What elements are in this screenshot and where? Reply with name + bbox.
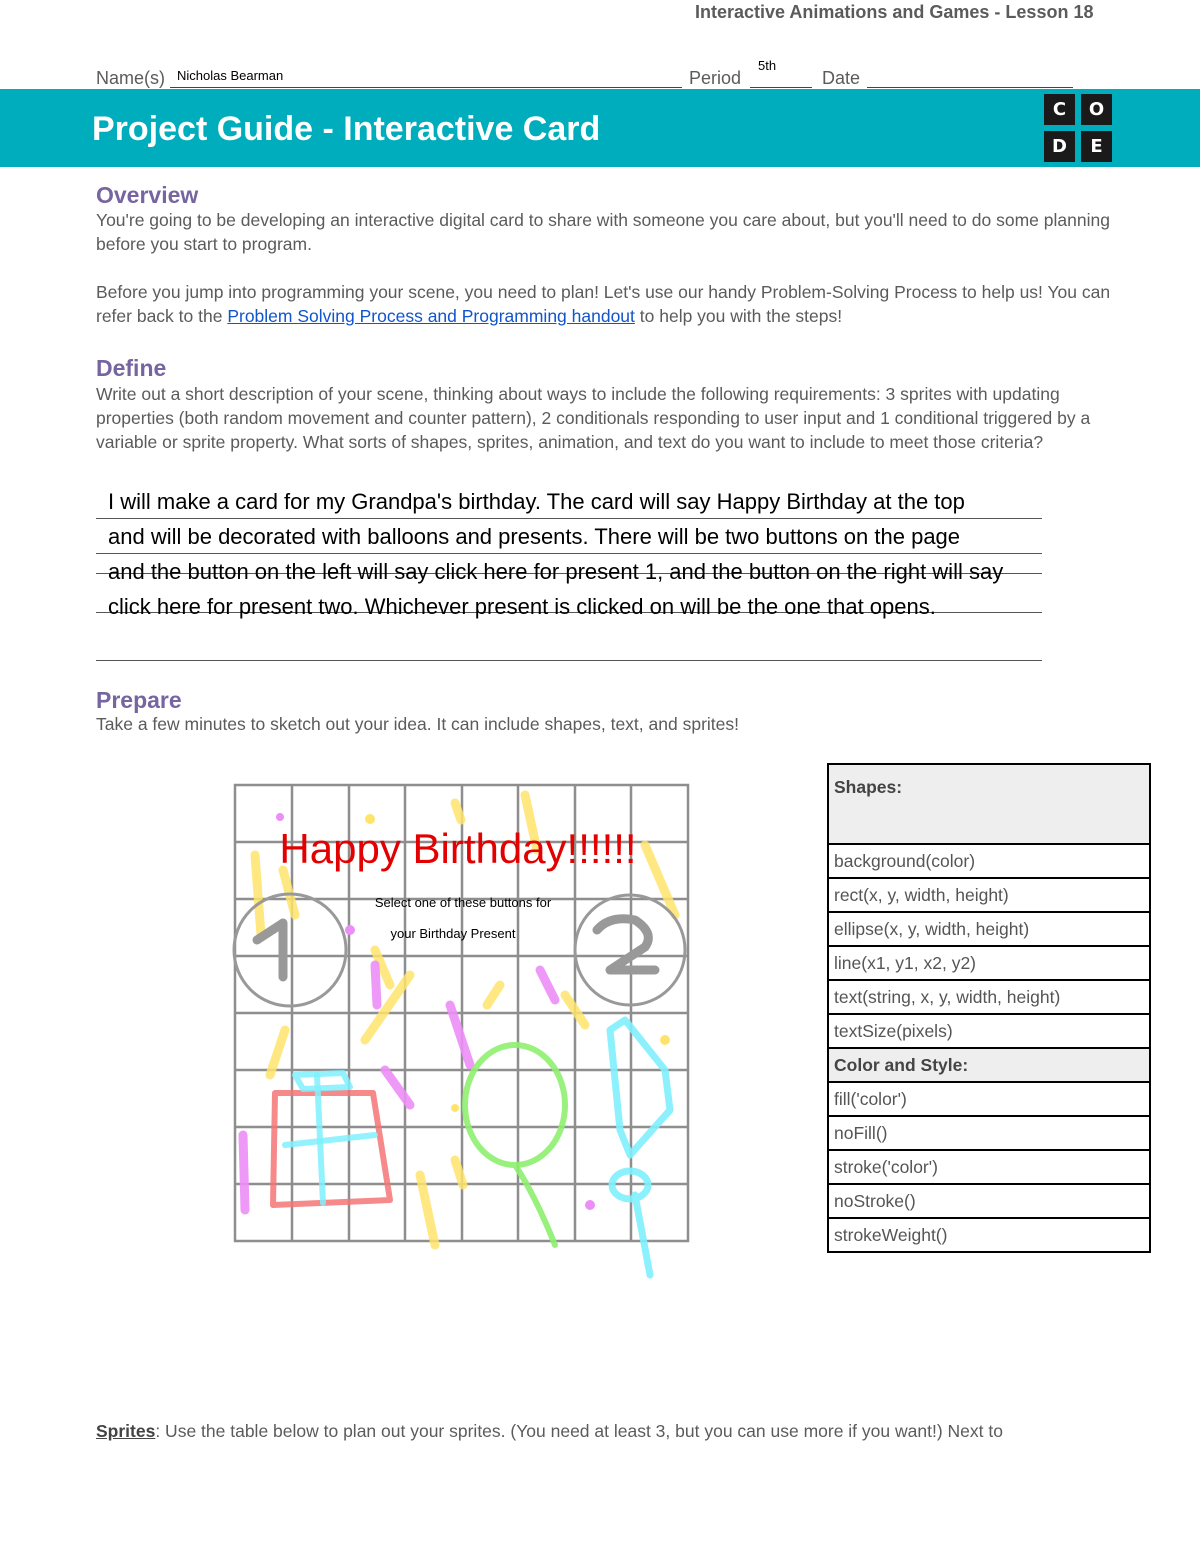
sprites-text: : Use the table below to plan out your sprites. (You need at least 3, but you can use more if you want!) Next to <box>155 1421 1003 1441</box>
color-item: noStroke() <box>828 1184 1150 1218</box>
name-label: Name(s) <box>96 68 166 88</box>
shapes-item: text(string, x, y, width, height) <box>828 980 1150 1014</box>
date-underline[interactable] <box>867 87 1073 88</box>
code-reference-table <box>827 763 1151 1253</box>
logo-letter: D <box>1044 131 1075 162</box>
logo-letter: O <box>1081 94 1112 125</box>
shapes-item: background(color) <box>828 844 1150 878</box>
sprites-label: Sprites <box>96 1421 156 1441</box>
sprites-section <box>96 1421 1003 1442</box>
shapes-item: line(x1, y1, x2, y2) <box>828 946 1150 980</box>
define-heading: Define <box>96 355 167 381</box>
shapes-header: Shapes: <box>828 764 1150 844</box>
answer-line-1[interactable]: I will make a card for my Grandpa's birthday. The card will say Happy Birthday at the top <box>108 489 965 514</box>
overview-text-end: to help you with the steps! <box>634 306 843 326</box>
sketch-title: Happy Birthday!!!!!! <box>279 825 637 872</box>
problem-solving-link[interactable]: Problem Solving Process and Programming handout <box>227 306 635 326</box>
color-item: fill('color') <box>828 1082 1150 1116</box>
period-label: Period <box>689 68 742 88</box>
overview-text: Before you jump into programming your scene, you need to plan! Let's use our handy Problem-Solving Process to help us! You can refer back to the <box>96 282 1111 326</box>
page-title: Project Guide - Interactive Card <box>92 110 601 148</box>
answer-underline <box>96 660 1042 661</box>
name-value[interactable]: Nicholas Bearman <box>177 68 284 83</box>
green-balloon-sketch <box>465 1045 565 1245</box>
define-instructions: Write out a short description of your scene, thinking about ways to include the following requirements: 3 sprites with updating properties (both random movement and counter pattern), 2 conditionals responding to user input and 1 conditional triggered by a variable or sprite property. What sorts of shapes, sprites, animation, and text do you want to include to meet those criteria? <box>96 384 1091 452</box>
shapes-item: ellipse(x, y, width, height) <box>828 912 1150 946</box>
color-item: noFill() <box>828 1116 1150 1150</box>
logo-letter: E <box>1081 131 1112 162</box>
color-item: stroke('color') <box>828 1150 1150 1184</box>
name-underline <box>170 87 682 88</box>
sketch-subtitle-1: Select one of these buttons for <box>374 895 552 910</box>
answer-underline <box>96 518 1042 519</box>
date-label: Date <box>822 68 861 88</box>
prepare-heading: Prepare <box>96 687 182 713</box>
shapes-item: textSize(pixels) <box>828 1014 1150 1048</box>
overview-paragraph-2 <box>96 280 1136 328</box>
answer-line-3[interactable]: and the button on the left will say click here for present 1, and the button on the right will say <box>108 559 1004 584</box>
sketch-subtitle-2: your Birthday Present <box>390 926 516 941</box>
overview-heading: Overview <box>96 182 199 208</box>
logo-letter: C <box>1044 94 1075 125</box>
period-underline <box>750 87 812 88</box>
code-logo <box>1044 94 1116 166</box>
color-style-header: Color and Style: <box>828 1048 1150 1082</box>
answer-line-2[interactable]: and will be decorated with balloons and presents. There will be two buttons on the page <box>108 524 961 549</box>
color-item: strokeWeight() <box>828 1218 1150 1252</box>
overview-paragraph-1: You're going to be developing an interactive digital card to share with someone you care about, but you'll need to do some planning before you start to program. <box>96 210 1110 254</box>
period-value[interactable]: 5th <box>758 58 777 73</box>
answer-underline <box>96 553 1042 554</box>
prepare-instructions: Take a few minutes to sketch out your idea. It can include shapes, text, and sprites! <box>96 714 739 734</box>
blue-balloon-sketch <box>610 1020 670 1275</box>
sketch-drawing <box>225 775 695 1285</box>
lesson-title: Interactive Animations and Games - Lesson 18 <box>695 2 1094 22</box>
shapes-item: rect(x, y, width, height) <box>828 878 1150 912</box>
answer-line-4[interactable]: click here for present two. Whichever present is clicked on will be the one that opens. <box>108 594 936 619</box>
